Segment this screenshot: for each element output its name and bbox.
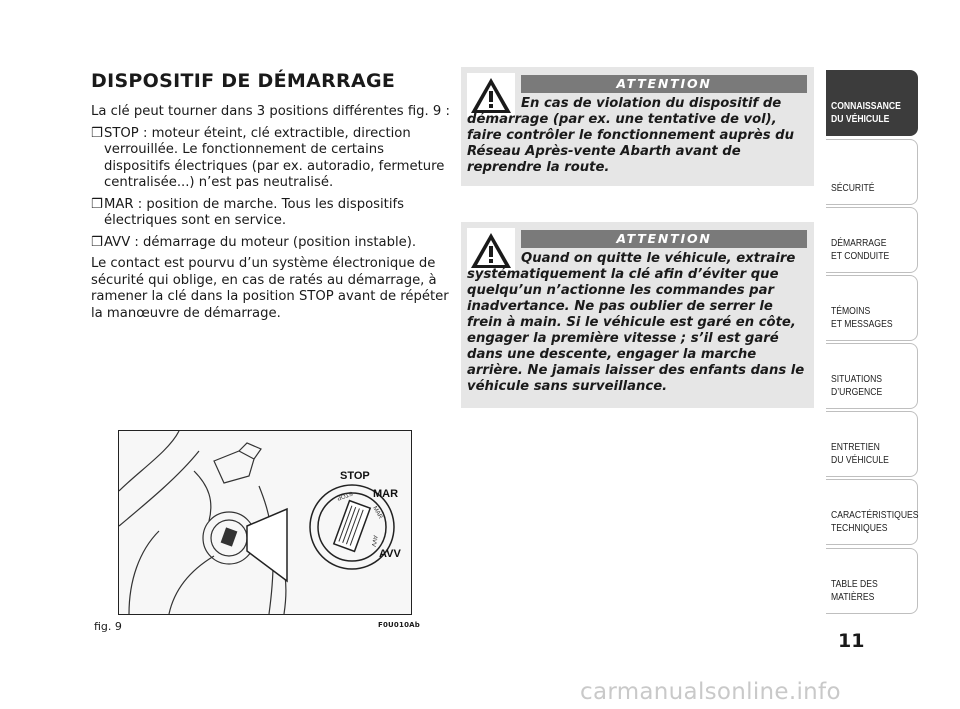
tab-securite[interactable]: SÉCURITÉ bbox=[826, 139, 918, 205]
ignition-figure bbox=[118, 430, 412, 615]
ignition-illustration bbox=[119, 431, 411, 614]
warning-header: ATTENTION bbox=[521, 75, 807, 93]
watermark: carmanualsonline.info bbox=[580, 679, 841, 705]
tab-demarrage-conduite[interactable]: DÉMARRAGE ET CONDUITE bbox=[826, 207, 918, 273]
label-stop: STOP bbox=[340, 470, 370, 482]
warning-box-theft bbox=[461, 67, 814, 186]
tab-temoins-messages[interactable]: TÉMOINS ET MESSAGES bbox=[826, 275, 918, 341]
tab-entretien-vehicule[interactable]: ENTRETIEN DU VÉHICULE bbox=[826, 411, 918, 477]
bullet-avv: ❒AVV : démarrage du moteur (position instable). bbox=[91, 234, 417, 250]
body-text bbox=[91, 104, 451, 327]
tab-caracteristiques-techniques[interactable]: CARACTÉRISTIQUES TECHNIQUES bbox=[826, 479, 918, 545]
warning-box-key bbox=[461, 222, 814, 408]
warning-text: Quand on quitte le véhicule, extraire systématiquement la clé afin d’éviter que quelqu’un n’actionne les commandes par inadvertance. Ne pas oublier de serrer le frein à main. Si le véhicule est garé en côte, engager la première vitesse ; s’il est garé dans une descente, engager la marche arrière. Ne jamais laisser des enfants dans le véhicule sans surveillance. bbox=[467, 251, 805, 394]
figure-caption: fig. 9 bbox=[94, 620, 122, 633]
figure-code: F0U010Ab bbox=[378, 621, 420, 629]
bullet-stop: ❒STOP : moteur éteint, clé extractible, direction verrouillée. Le fonctionnement de certains dispositifs électriques (par ex. autoradio, fermeture centralisée...) n’est pas neutralisé. bbox=[91, 125, 445, 190]
dial-label-stop: STOP bbox=[335, 489, 354, 501]
warning-text: En cas de violation du dispositif de démarrage (par ex. une tentative de vol), faire contrôler le fonctionnement auprès du Réseau Après-vente Abarth avant de reprendre la route. bbox=[467, 96, 794, 175]
checkbox-bullet-icon: ❒ bbox=[91, 196, 103, 212]
section-title: DISPOSITIF DE DÉMARRAGE bbox=[91, 70, 396, 92]
dial-label-avv: AVV bbox=[369, 534, 378, 548]
intro-paragraph: La clé peut tourner dans 3 positions différentes fig. 9 : bbox=[91, 104, 450, 119]
closing-paragraph: Le contact est pourvu d’un système électronique de sécurité qui oblige, en cas de ratés au démarrage, à ramener la clé dans la position STOP avant de répéter la manœuvre de démarrage. bbox=[91, 256, 449, 321]
warning-header: ATTENTION bbox=[521, 230, 807, 248]
label-avv: AVV bbox=[379, 548, 401, 560]
page-number: 11 bbox=[838, 630, 865, 652]
tab-table-matieres[interactable]: TABLE DES MATIÈRES bbox=[826, 548, 918, 614]
label-mar: MAR bbox=[373, 488, 399, 500]
dial-label-mar: MAR bbox=[371, 505, 384, 521]
checkbox-bullet-icon: ❒ bbox=[91, 234, 103, 250]
tab-connaissance-vehicule[interactable]: CONNAISSANCE DU VÉHICULE bbox=[826, 70, 918, 136]
checkbox-bullet-icon: ❒ bbox=[91, 125, 103, 141]
bullet-mar: ❒MAR : position de marche. Tous les dispositifs électriques sont en service. bbox=[91, 196, 405, 228]
tab-situations-urgence[interactable]: SITUATIONS D’URGENCE bbox=[826, 343, 918, 409]
